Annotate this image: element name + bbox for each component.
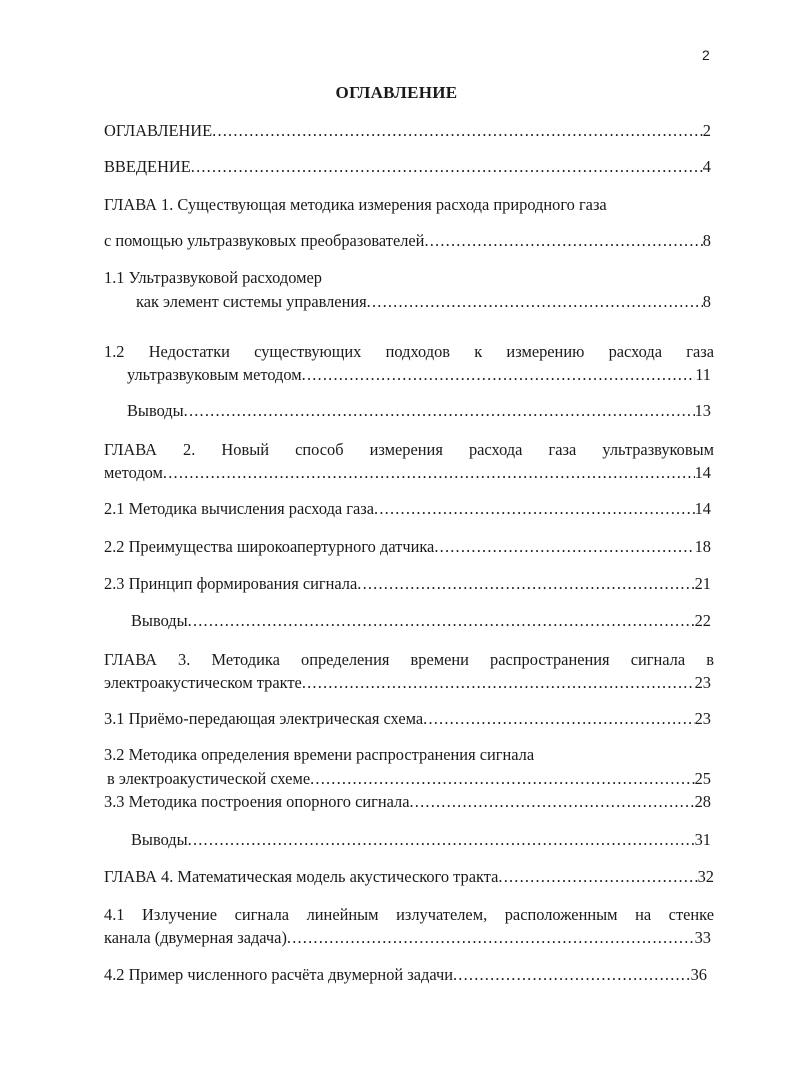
- toc-entry-page: 25: [694, 769, 711, 788]
- toc-leader-dots: [453, 965, 691, 985]
- toc-entry-page: 2: [702, 121, 711, 140]
- toc-entry-2-2[interactable]: [104, 537, 711, 557]
- toc-leader-dots: [188, 611, 695, 631]
- toc-leader-dots: [410, 792, 695, 812]
- toc-entry-3-2[interactable]: [107, 769, 711, 789]
- toc-entry-page: 22: [694, 611, 711, 630]
- toc-entry-label: 2.1 Методика вычисления расхода газа: [104, 499, 375, 518]
- toc-entry-label: 2.3 Принцип формирования сигнала: [104, 574, 358, 593]
- toc-entry-label: 2.2 Преимущества широкоапертурного датчика: [104, 537, 435, 556]
- toc-entry-page: 8: [702, 292, 711, 311]
- toc-entry-label: методом: [104, 463, 163, 482]
- toc-leader-dots: [498, 867, 697, 887]
- toc-entry-label: в электроакустической схеме: [107, 769, 311, 788]
- toc-leader-dots: [163, 463, 695, 483]
- toc-entry-chapter-3[interactable]: [104, 673, 711, 693]
- toc-entry-page: 13: [694, 401, 711, 420]
- toc-entry-2-1[interactable]: [104, 499, 711, 519]
- toc-entry-4-1-title[interactable]: 4.1 Излучение сигнала линейным излучателем, расположенным на стенке: [104, 905, 714, 924]
- toc-entry-label: с помощью ультразвуковых преобразователей: [104, 231, 425, 250]
- toc-entry-label: ГЛАВА 4. Математическая модель акустического тракта: [104, 867, 499, 886]
- toc-entry-2-3[interactable]: [104, 574, 711, 594]
- toc-entry-chapter-3-title[interactable]: ГЛАВА 3. Методика определения времени распространения сигнала в: [104, 650, 714, 669]
- page-number: 2: [702, 47, 710, 63]
- toc-entry-label: ОГЛАВЛЕНИЕ: [104, 121, 213, 140]
- toc-entry-vvedenie[interactable]: [104, 157, 711, 177]
- toc-leader-dots: [367, 292, 703, 312]
- toc-entry-page: 36: [690, 965, 707, 984]
- toc-entry-page: 4: [702, 157, 711, 176]
- toc-entry-page: 23: [694, 709, 711, 728]
- toc-leader-dots: [191, 157, 703, 177]
- toc-leader-dots: [423, 709, 694, 729]
- toc-entry-label: канала (двумерная задача): [104, 928, 287, 947]
- toc-entry-label: электроакустическом тракте: [104, 673, 302, 692]
- toc-entry-3-3[interactable]: [104, 792, 711, 812]
- toc-entry-4-2[interactable]: [104, 965, 707, 985]
- toc-entry-chapter-1-title[interactable]: ГЛАВА 1. Существующая методика измерения расхода природного газа: [104, 195, 607, 214]
- toc-leader-dots: [374, 499, 695, 519]
- toc-entry-3-1[interactable]: [104, 709, 711, 729]
- toc-leader-dots: [310, 769, 695, 789]
- toc-leader-dots: [184, 401, 695, 421]
- toc-entry-page: 11: [695, 365, 711, 384]
- toc-entry-chapter-1-conclusions[interactable]: [127, 401, 711, 421]
- toc-entry-page: 23: [694, 673, 711, 692]
- toc-entry-page: 21: [694, 574, 711, 593]
- toc-leader-dots: [424, 231, 702, 251]
- toc-entry-label: как элемент системы управления: [136, 292, 367, 311]
- toc-leader-dots: [287, 928, 695, 948]
- toc-entry-chapter-1[interactable]: [104, 231, 711, 251]
- toc-entry-page: 28: [694, 792, 711, 811]
- page-title: ОГЛАВЛЕНИЕ: [335, 83, 458, 102]
- toc-entry-chapter-4[interactable]: [104, 867, 714, 887]
- toc-leader-dots: [302, 365, 696, 385]
- toc-entry-label: 3.3 Методика построения опорного сигнала: [104, 792, 410, 811]
- toc-entry-page: 32: [697, 867, 714, 886]
- toc-entry-label: Выводы: [131, 611, 188, 630]
- toc-leader-dots: [212, 121, 703, 141]
- toc-entry-chapter-2-title[interactable]: ГЛАВА 2. Новый способ измерения расхода газа ультразвуковым: [104, 440, 714, 459]
- toc-leader-dots: [302, 673, 695, 693]
- toc-entry-label: Выводы: [131, 830, 188, 849]
- toc-entry-chapter-2-conclusions[interactable]: [131, 611, 711, 631]
- toc-entry-1-2-title[interactable]: 1.2 Недостатки существующих подходов к измерению расхода газа: [104, 342, 714, 361]
- toc-entry-1-1[interactable]: [136, 292, 711, 312]
- toc-entry-4-1[interactable]: [104, 928, 711, 948]
- toc-entry-oglavlenie[interactable]: [104, 121, 711, 141]
- toc-entry-page: 33: [694, 928, 711, 947]
- toc-entry-chapter-3-conclusions[interactable]: [131, 830, 711, 850]
- toc-entry-label: 4.2 Пример численного расчёта двумерной задачи: [104, 965, 453, 984]
- toc-entry-page: 8: [702, 231, 711, 250]
- toc-entry-label: Выводы: [127, 401, 184, 420]
- toc-entry-3-2-title[interactable]: 3.2 Методика определения времени распространения сигнала: [104, 745, 535, 764]
- toc-entry-page: 18: [694, 537, 711, 556]
- toc-entry-page: 14: [694, 463, 711, 482]
- toc-entry-page: 14: [694, 499, 711, 518]
- toc-leader-dots: [434, 537, 694, 557]
- toc-entry-label: 3.1 Приёмо-передающая электрическая схема: [104, 709, 424, 728]
- toc-entry-label: ВВЕДЕНИЕ: [104, 157, 191, 176]
- toc-entry-page: 31: [694, 830, 711, 849]
- toc-entry-1-1-title[interactable]: 1.1 Ультразвуковой расходомер: [104, 268, 322, 287]
- toc-leader-dots: [188, 830, 695, 850]
- toc-leader-dots: [357, 574, 694, 594]
- toc-entry-1-2[interactable]: [127, 365, 711, 385]
- toc-entry-chapter-2[interactable]: [104, 463, 711, 483]
- toc-entry-label: ультразвуковым методом: [127, 365, 302, 384]
